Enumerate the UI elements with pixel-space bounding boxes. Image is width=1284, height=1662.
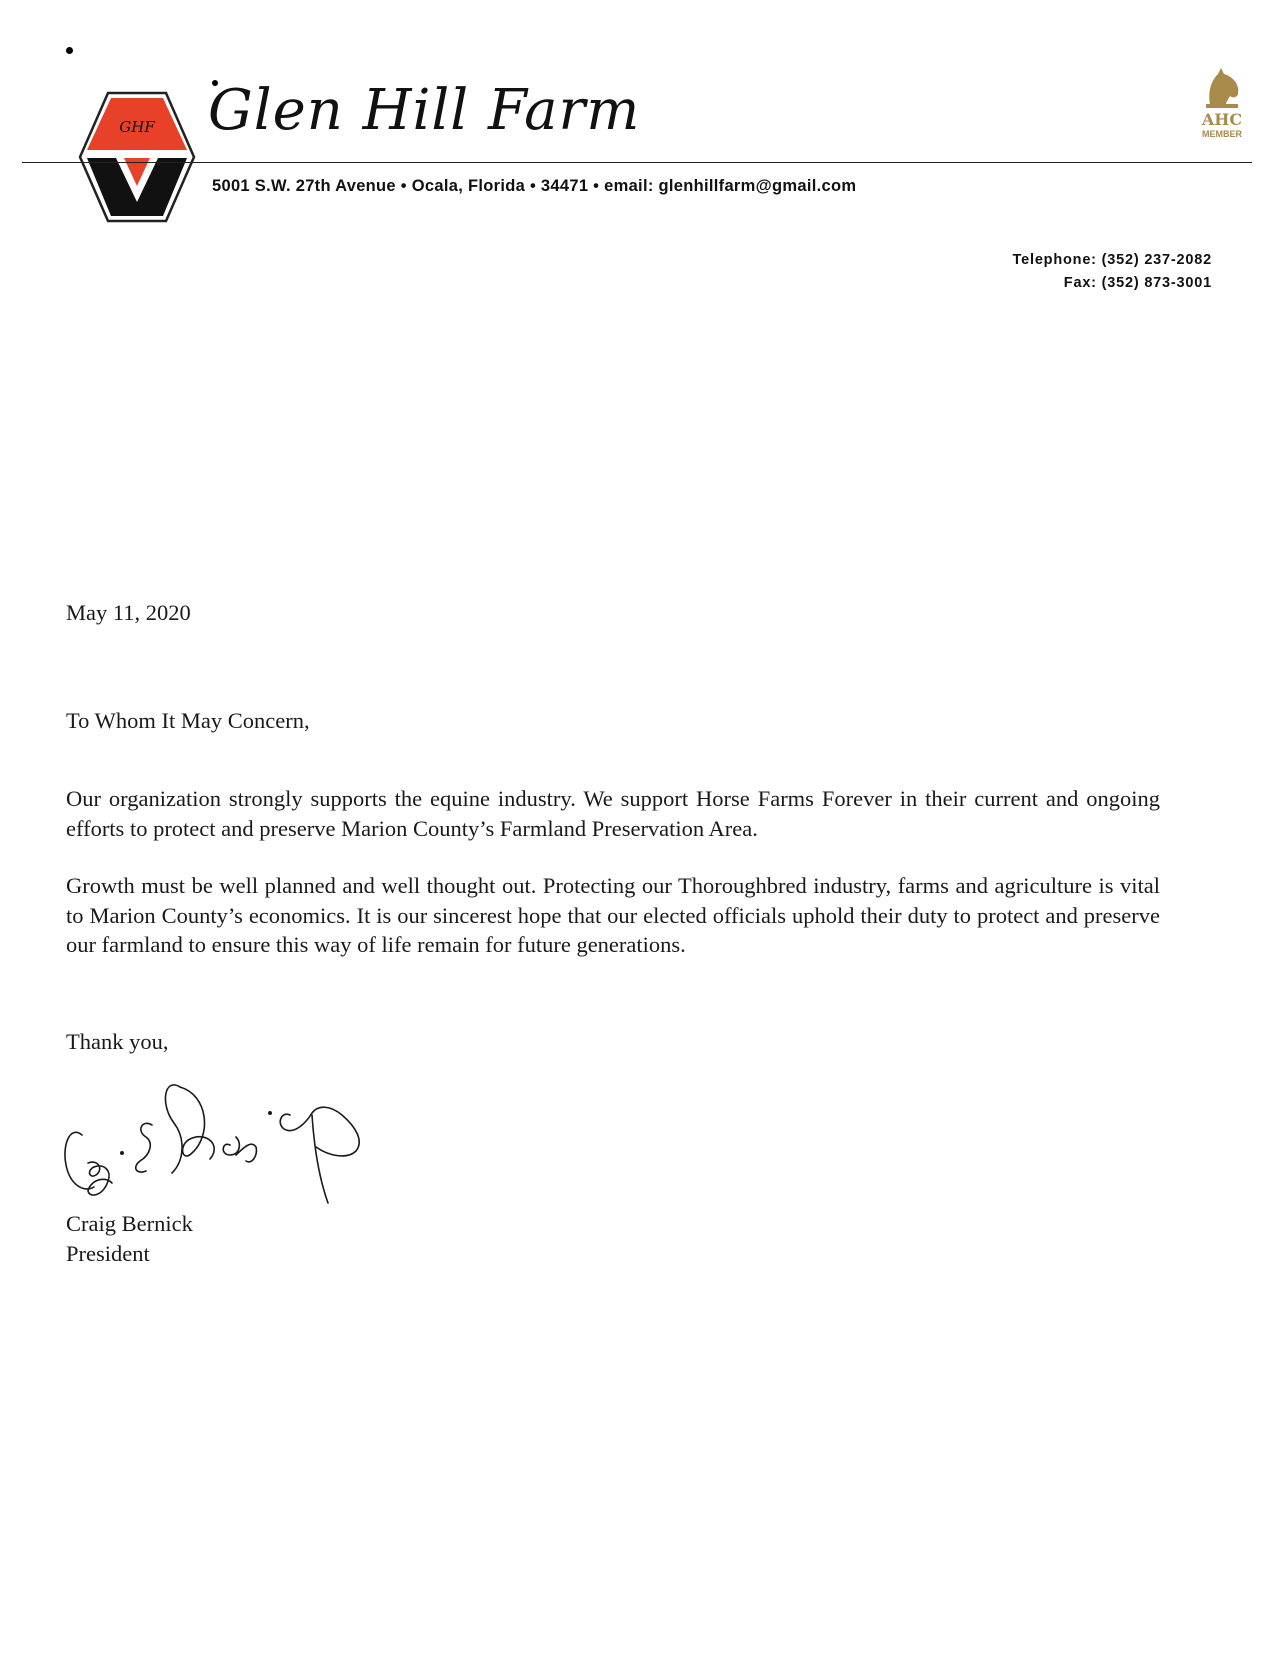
- contact-block: [1013, 249, 1212, 295]
- salutation: To Whom It May Concern,: [66, 708, 310, 733]
- farm-logo: [78, 90, 196, 224]
- fax: Fax: (352) 873-3001: [1063, 275, 1212, 291]
- letter-date: May 11, 2020: [66, 600, 191, 625]
- signer-name: Craig Bernick: [66, 1211, 193, 1236]
- closing: Thank you,: [66, 1029, 169, 1054]
- ahc-member-badge: [1198, 64, 1246, 148]
- signer-block: [66, 1209, 193, 1268]
- address-line: 5001 S.W. 27th Avenue • Ocala, Florida • 34471 • email: glenhillfarm@gmail.com: [212, 177, 857, 195]
- paragraph: Growth must be well planned and well thought out. Protecting our Thoroughbred industry, farms and agriculture is vital to Marion County’s economics. It is our sincerest hope that our elected officials uphold their duty to protect and preserve our farmland to ensure this way of life remain for future generations.: [66, 873, 1160, 957]
- signer-title: President: [66, 1240, 150, 1266]
- bullet-dot: [66, 47, 73, 54]
- letterhead-divider: [22, 162, 1252, 163]
- badge-main: AHC: [1201, 110, 1243, 129]
- badge-sub: MEMBER: [1202, 129, 1242, 139]
- telephone: Telephone: (352) 237-2082: [1012, 252, 1212, 268]
- logo-initials: GHF: [119, 118, 155, 136]
- paragraph: Our organization strongly supports the equine industry. We support Horse Farms Forever in their current and ongoing efforts to protect and preserve Marion County’s Farmland Preservation Area.: [66, 786, 1160, 841]
- farm-name: Glen Hill Farm: [208, 78, 641, 143]
